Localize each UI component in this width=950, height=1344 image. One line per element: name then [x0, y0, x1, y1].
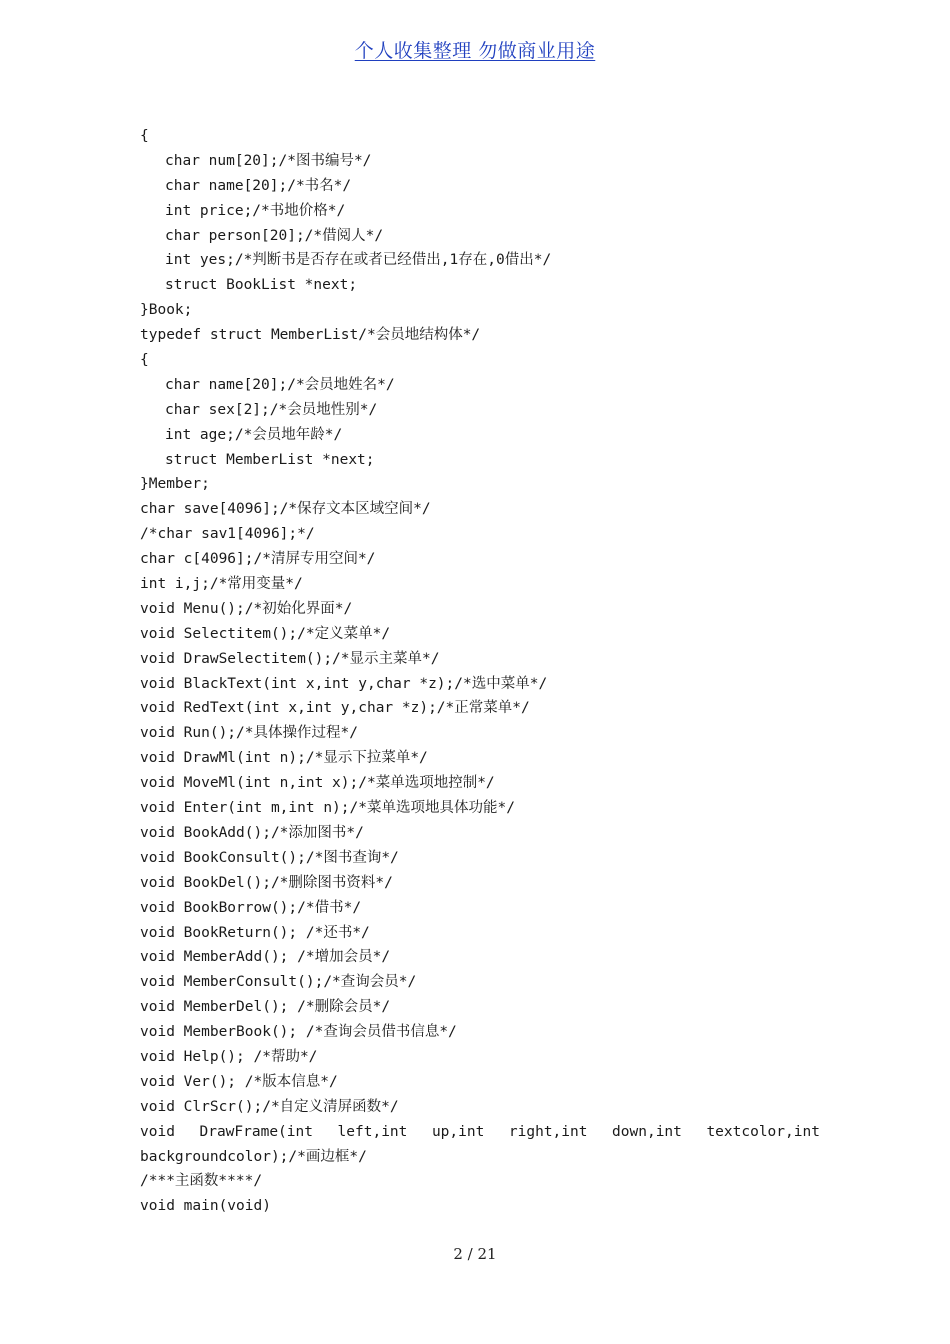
code-line: void Selectitem();/*定义菜单*/ — [140, 625, 391, 642]
code-line: char num[20];/*图书编号*/ — [165, 152, 372, 169]
code-line: void Enter(int m,int n);/*菜单选项地具体功能*/ — [140, 800, 515, 817]
code-line: void BlackText(int x,int y,char *z);/*选中菜单*/ — [140, 675, 548, 692]
code-token: textcolor,int — [706, 1123, 820, 1140]
code-line: void DrawMl(int n);/*显示下拉菜单*/ — [140, 750, 428, 767]
code-line: void MemberDel(); /*删除会员*/ — [140, 999, 391, 1016]
code-line: { — [140, 352, 149, 369]
code-line: void MemberBook(); /*查询会员借书信息*/ — [140, 1024, 457, 1041]
code-line: char name[20];/*会员地姓名*/ — [165, 376, 395, 393]
code-line: void RedText(int x,int y,char *z);/*正常菜单*/ — [140, 700, 530, 717]
code-line: int age;/*会员地年龄*/ — [165, 426, 343, 443]
code-line: { — [140, 128, 149, 144]
code-line: int price;/*书地价格*/ — [165, 202, 346, 219]
code-listing — [140, 124, 820, 1219]
code-line: char name[20];/*书名*/ — [165, 177, 352, 194]
code-line: void Run();/*具体操作过程*/ — [140, 725, 358, 742]
code-line: void DrawSelectitem();/*显示主菜单*/ — [140, 650, 440, 667]
code-token: up,int — [431, 1123, 485, 1140]
code-line: char c[4096];/*清屏专用空间*/ — [140, 551, 376, 568]
code-line: /*char sav1[4096];*/ — [140, 526, 315, 543]
code-line: char sex[2];/*会员地性别*/ — [165, 401, 378, 418]
code-line: void MemberAdd(); /*增加会员*/ — [140, 949, 391, 966]
code-line: }Book; — [140, 302, 193, 319]
code-line: void Help(); /*帮助*/ — [140, 1048, 318, 1065]
code-line: typedef struct MemberList/*会员地结构体*/ — [140, 327, 481, 344]
code-token: left,int — [337, 1123, 408, 1140]
code-line: void BookReturn(); /*还书*/ — [140, 924, 370, 941]
code-line: void MemberConsult();/*查询会员*/ — [140, 974, 417, 991]
code-line: void BookAdd();/*添加图书*/ — [140, 824, 364, 841]
code-line: /***主函数****/ — [140, 1173, 263, 1190]
code-line: void BookConsult();/*图书查询*/ — [140, 849, 399, 866]
code-line: char person[20];/*借阅人*/ — [165, 227, 384, 244]
code-line: int i,j;/*常用变量*/ — [140, 576, 303, 593]
code-line: }Member; — [140, 476, 210, 493]
code-line: void main(void) — [140, 1198, 271, 1215]
code-line: void BookBorrow();/*借书*/ — [140, 899, 362, 916]
code-token: down,int — [612, 1123, 682, 1140]
code-token: void — [140, 1123, 175, 1140]
code-lines-tail — [140, 1145, 820, 1220]
code-line: void Ver(); /*版本信息*/ — [140, 1073, 338, 1090]
code-line: int yes;/*判断书是否存在或者已经借出,1存在,0借出*/ — [165, 252, 552, 269]
code-line: backgroundcolor);/*画边框*/ — [140, 1148, 367, 1165]
code-token: DrawFrame(int — [199, 1123, 313, 1140]
code-line: struct BookList *next; — [165, 277, 358, 294]
code-lines-top — [140, 124, 820, 1120]
code-line: void MoveMl(int n,int x);/*菜单选项地控制*/ — [140, 775, 495, 792]
code-line-drawframe — [140, 1120, 820, 1145]
code-token: right,int — [508, 1123, 588, 1140]
code-line: struct MemberList *next; — [165, 451, 375, 468]
code-line: void ClrScr();/*自定义清屏函数*/ — [140, 1098, 399, 1115]
code-line: void BookDel();/*删除图书资料*/ — [140, 874, 393, 891]
page-header: 个人收集整理 勿做商业用途 — [354, 40, 596, 62]
code-line: char save[4096];/*保存文本区域空间*/ — [140, 501, 431, 518]
code-line: void Menu();/*初始化界面*/ — [140, 600, 353, 617]
page-number: 2 / 21 — [453, 1245, 497, 1263]
